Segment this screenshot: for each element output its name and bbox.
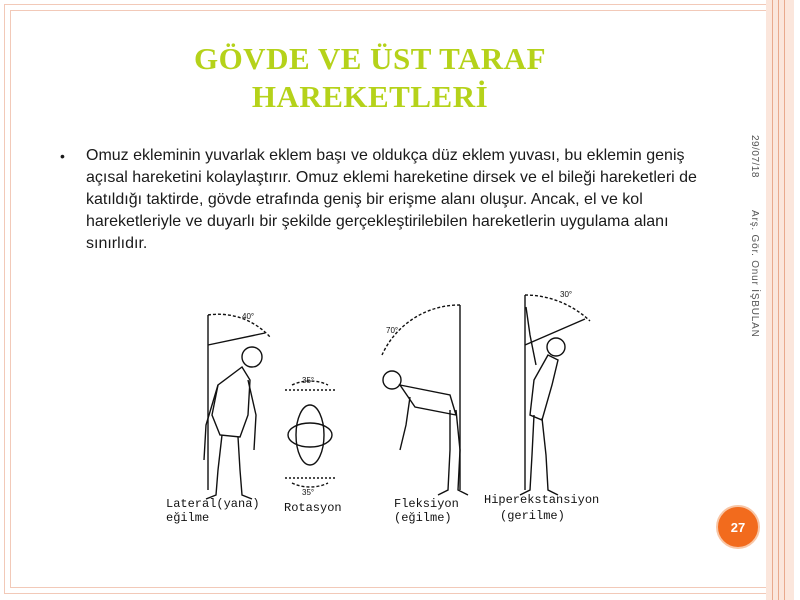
bullet-icon: •: [60, 148, 65, 164]
figure-torso: [212, 367, 250, 437]
right-decorative-line: [784, 0, 785, 600]
angle-label-lateral: 40°: [242, 312, 255, 321]
figure-head: [242, 347, 262, 367]
label-flexion-line1: Fleksiyon: [394, 497, 459, 511]
label-lateral-line2: eğilme: [166, 511, 210, 525]
slide-title: [100, 40, 640, 116]
figure-shoulders-top-view: [288, 423, 332, 447]
label-hyper-line2: (gerilme): [500, 509, 565, 523]
label-lateral-line1: Lateral(yana): [166, 497, 260, 511]
figure-torso: [530, 355, 558, 420]
title-line-2: HAREKETLERİ: [251, 79, 489, 114]
right-decorative-line: [772, 0, 773, 600]
label-hyper-line1: Hiperekstansiyon: [484, 493, 600, 507]
angle-line: [208, 333, 265, 345]
angle-arc: [525, 295, 590, 321]
figure-body-top-view: [296, 405, 324, 465]
figure-arm: [526, 307, 536, 365]
figure-leg: [238, 437, 252, 499]
bullet-item: [60, 145, 720, 255]
bullet-text: Omuz ekleminin yuvarlak eklem başı ve oldukça düz eklem yuvası, bu eklemin geniş açısal hareketini kolaylaştırır. Omuz eklemi hareketine dirsek ve el bileği hareketleri de katıldığı taktirde, gövde etrafında geniş bir erişme alanı oluşur. Ancak, el ve kol hareketleriyle ve duyarlı bir şekilde gerçekleştirilebilen hareketlerin uygulama alanı sınırlıdır.: [86, 147, 697, 252]
right-decorative-line: [778, 0, 779, 600]
angle-arc: [292, 483, 328, 487]
title-line-1: GÖVDE VE ÜST TARAF: [193, 41, 547, 76]
lateral-bending-figure: [204, 314, 270, 499]
figure-arm: [400, 397, 410, 450]
figure-leg: [520, 415, 534, 495]
hyperextension-figure: [520, 295, 590, 495]
page-number-badge: 27: [716, 505, 760, 549]
right-decorative-band: [766, 0, 794, 600]
angle-line: [525, 319, 585, 345]
figure-leg: [438, 410, 450, 495]
label-rotation: Rotasyon: [284, 501, 342, 515]
angle-label-rotation-bottom: 35°: [302, 488, 315, 497]
slide-date: 29/07/18: [749, 135, 760, 178]
figure-head: [383, 371, 401, 389]
angle-label-flexion: 70°: [386, 326, 399, 335]
figure-leg: [542, 418, 558, 495]
figure-head: [547, 338, 565, 356]
slide-author: Arş. Gör. Onur İŞBULAN: [749, 210, 760, 338]
angle-label-rotation-top: 35°: [302, 376, 315, 385]
figure-leg: [456, 410, 468, 495]
movement-illustration: [160, 285, 620, 535]
label-flexion-line2: (eğilme): [394, 511, 452, 525]
angle-label-hyper: 30°: [560, 290, 573, 299]
rotation-figure: [285, 381, 335, 487]
bullet-list: [60, 145, 720, 255]
